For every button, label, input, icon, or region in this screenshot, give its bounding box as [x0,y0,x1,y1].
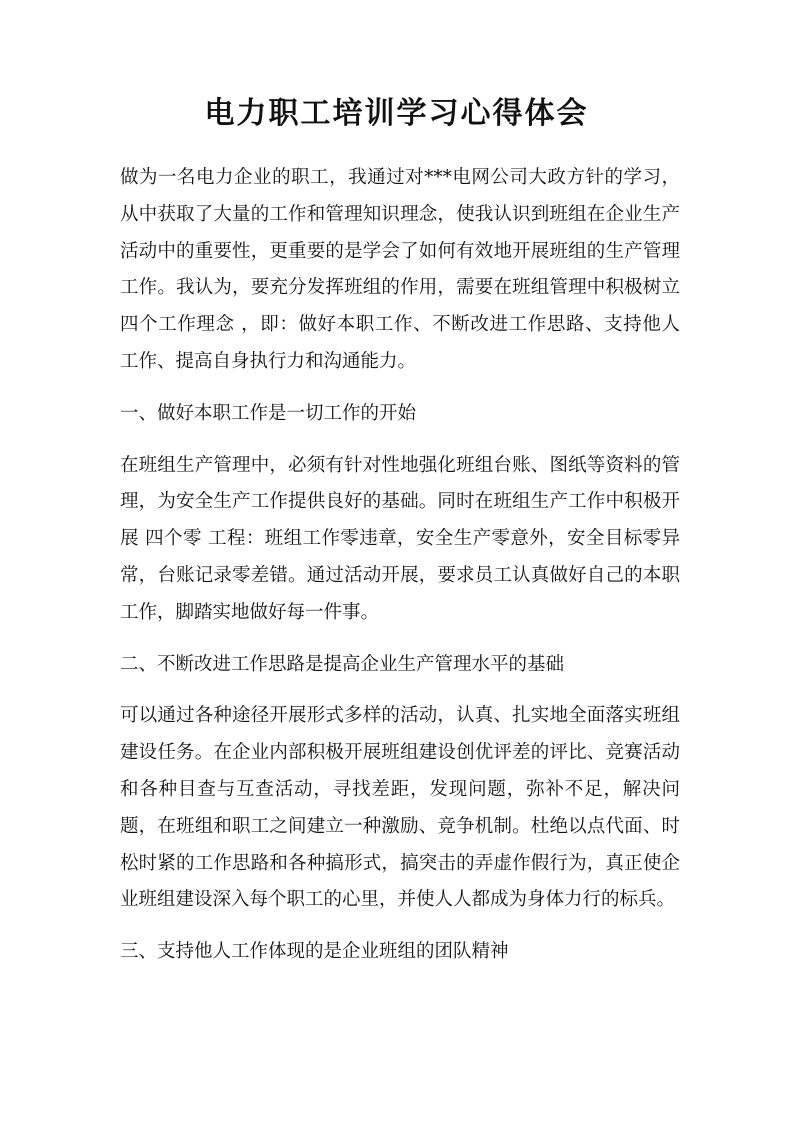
paragraph-intro: 做为一名电力企业的职工，我通过对***电网公司大政方针的学习，从中获取了大量的工作和管理知识理念，使我认识到班组在企业生产活动中的重要性，更重要的是学会了如何有效地开展班组的生产管理工作。我认为，要充分发挥班组的作用，需要在班组管理中积极树立 四个工作理念 ，即：做好本职工作、不断改进工作思路、支持他人工作、提高自身执行力和沟通能力。 [120,167,680,372]
paragraph-section-2: 可以通过各种途径开展形式多样的活动，认真、扎实地全面落实班组建设任务。在企业内部积极开展班组建设创优评差的评比、竞赛活动和各种目查与互查活动，寻找差距，发现问题，弥补不足，解决问题，在班组和职工之间建立一种激励、竞争机制。杜绝以点代面、时松时紧的工作思路和各种搞形式，搞突击的弄虚作假行为，真正使企业班组建设深入每个职工的心里，并使人人都成为身体力行的标兵。 [120,705,680,911]
document-title: 电力职工培训学习心得体会 [204,96,589,131]
document-body [120,160,680,986]
section-heading-2: 二、不断改进工作思路是提高企业生产管理水平的基础 [120,653,565,675]
section-heading-3: 三、支持他人工作体现的是企业班组的团队精神 [120,941,509,963]
paragraph-section-1: 在班组生产管理中，必须有针对性地强化班组台账、图纸等资料的管理，为安全生产工作提供良好的基础。同时在班组生产工作中积极开展 四个零 工程：班组工作零违章，安全生产零意外，安全目标零异常，台账记录零差错。通过活动开展，要求员工认真做好自己的本职工作，脚踏实地做好每一件事。 [120,454,680,623]
section-heading-1: 一、做好本职工作是一切工作的开始 [120,402,417,424]
